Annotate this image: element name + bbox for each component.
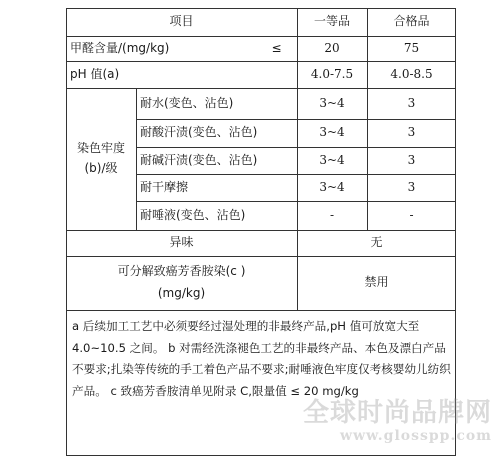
fastness-item-qualified: 3 bbox=[407, 95, 416, 110]
fastness-group-label-line1: 染色牢度 bbox=[76, 141, 125, 156]
watermark-url: www.glosspp.com bbox=[340, 428, 492, 444]
formaldehyde-first: 20 bbox=[324, 40, 340, 55]
azo-label bbox=[66, 256, 297, 310]
fastness-item-qualified: 3 bbox=[407, 125, 416, 140]
header-item: 项目 bbox=[169, 14, 194, 29]
fastness-item-label: 耐水(变色、沾色) bbox=[140, 95, 234, 110]
fastness-item-first: - bbox=[329, 207, 335, 222]
fastness-item-label: 耐碱汗渍(变色、沾色) bbox=[140, 152, 258, 167]
formaldehyde-operator: ≤ bbox=[271, 40, 282, 55]
ph-qualified: 4.0-8.5 bbox=[390, 66, 433, 81]
fastness-item-label: 耐酸汗渍(变色、沾色) bbox=[140, 125, 258, 140]
fastness-item-qualified: - bbox=[409, 207, 414, 222]
odor-value: 无 bbox=[370, 235, 383, 250]
fastness-item-first: 3~4 bbox=[319, 125, 345, 140]
header-qualified: 合格品 bbox=[393, 14, 430, 29]
fastness-item-qualified: 3 bbox=[407, 179, 416, 194]
header-first-grade: 一等品 bbox=[313, 14, 350, 29]
azo-label-line1: 可分解致癌芳香胺染(c ) bbox=[117, 264, 246, 279]
fastness-group-label-line2: (b)/级 bbox=[84, 161, 118, 175]
formaldehyde-label: 甲醛含量/(mg/kg) bbox=[70, 40, 170, 55]
azo-label-line2: (mg/kg) bbox=[157, 286, 206, 300]
fastness-item-first: 3~4 bbox=[319, 95, 345, 110]
table-footnote: a 后续加工工艺中必须要经过湿处理的非最终产品,pH 值可放宽大至 4.0~10.5 之间。 b 对需经洗涤褪色工艺的非最终产品、本色及漂白产品不要求;扎染等传统的手工着色产品不要求;耐唾液色牢度仅考核婴幼儿纺织产品。 c 致癌芳香胺清单见附录 C,限量值 ≤ 20 mg/kg bbox=[72, 319, 451, 398]
odor-label: 异味 bbox=[169, 235, 194, 250]
ph-first: 4.0-7.5 bbox=[310, 66, 354, 81]
fastness-item-qualified: 3 bbox=[407, 152, 416, 167]
watermark-title: 全球时尚品牌网 bbox=[302, 398, 492, 428]
azo-value: 禁用 bbox=[364, 275, 389, 290]
fastness-item-label: 耐唾液(变色、沾色) bbox=[140, 207, 246, 222]
ph-label: pH 值(a) bbox=[70, 66, 120, 81]
fastness-item-first: 3~4 bbox=[319, 179, 345, 194]
fastness-group-label bbox=[66, 88, 136, 230]
fastness-item-label: 耐干摩擦 bbox=[140, 179, 189, 194]
fastness-item-first: 3~4 bbox=[319, 152, 345, 167]
formaldehyde-qualified: 75 bbox=[403, 40, 420, 55]
